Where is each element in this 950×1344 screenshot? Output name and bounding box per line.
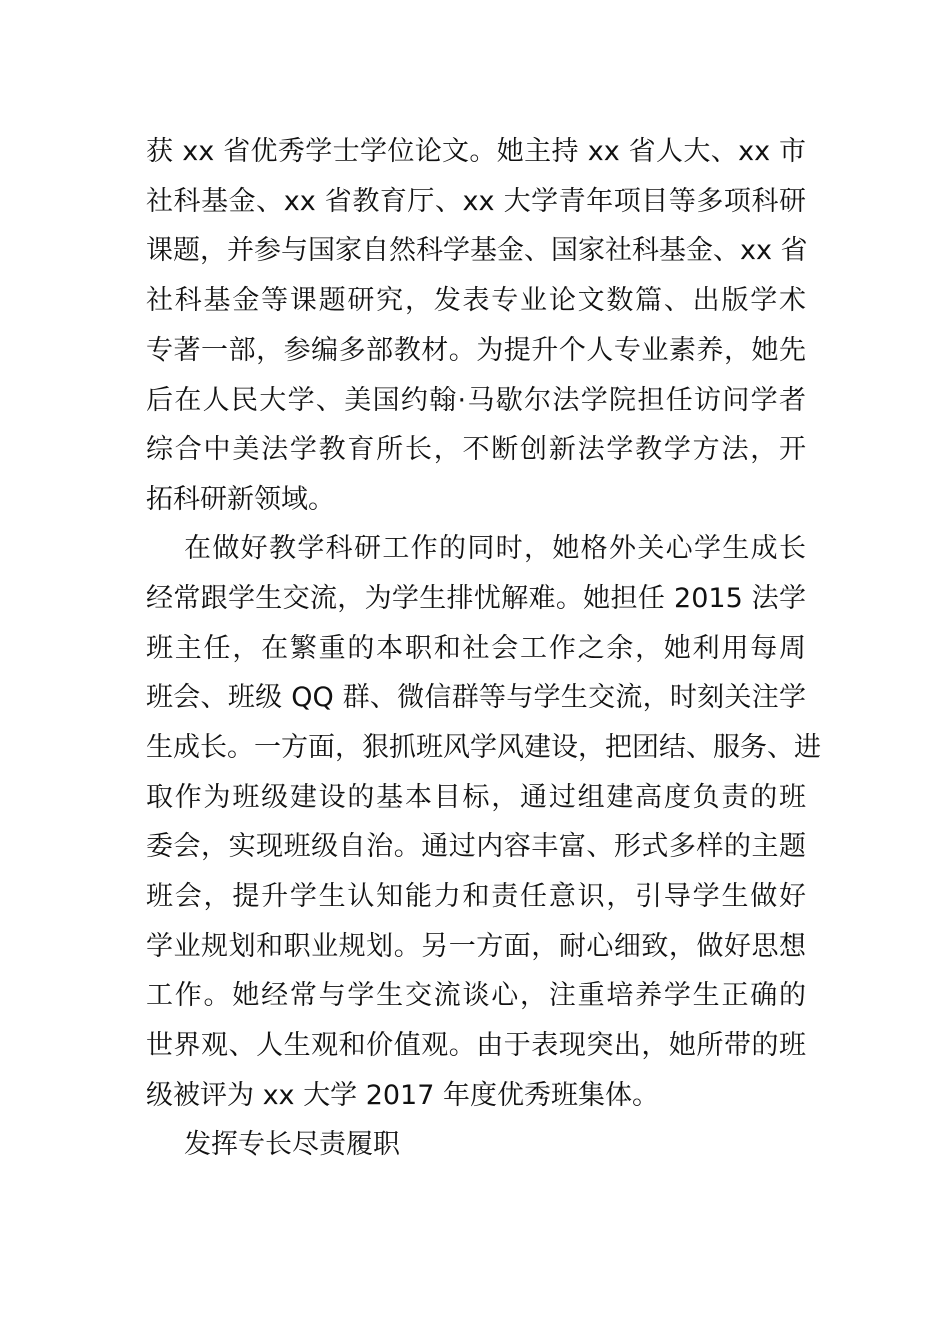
paragraph-line: 课题，并参与国家自然科学基金、国家社科基金、xx 省 (146, 235, 808, 266)
paragraph-line: 班主任，在繁重的本职和社会工作之余，她利用每周 (146, 633, 806, 664)
paragraph-line: 社科基金、xx 省教育厅、xx 大学青年项目等多项科研 (146, 186, 806, 217)
paragraph-line: 取作为班级建设的基本目标，通过组建高度负责的班 (146, 782, 806, 813)
paragraph-line: 班会，提升学生认知能力和责任意识，引导学生做好 (146, 881, 806, 912)
paragraph-line: 级被评为 xx 大学 2017 年度优秀班集体。 (146, 1080, 659, 1111)
paragraph-line: 专著一部，参编多部教材。为提升个人专业素养，她先 (146, 335, 806, 366)
paragraph-line: 综合中美法学教育所长，不断创新法学教学方法，开 (146, 434, 806, 465)
paragraph-line: 学业规划和职业规划。另一方面，耐心细致，做好思想 (146, 931, 806, 962)
paragraph-line: 获 xx 省优秀学士学位论文。她主持 xx 省人大、xx 市 (146, 136, 806, 167)
paragraph-line: 在做好教学科研工作的同时，她格外关心学生成长 (184, 533, 806, 564)
paragraph-line: 世界观、人生观和价值观。由于表现突出，她所带的班 (146, 1030, 806, 1061)
paragraph-line: 生成长。一方面，狠抓班风学风建设，把团结、服务、进 (146, 732, 821, 763)
section-heading: 发挥专长尽责履职 (184, 1129, 400, 1160)
paragraph-line: 委会，实现班级自治。通过内容丰富、形式多样的主题 (146, 831, 806, 862)
paragraph-line: 经常跟学生交流，为学生排忧解难。她担任 2015 法学 (146, 583, 806, 614)
paragraph-line: 班会、班级 QQ 群、微信群等与学生交流，时刻关注学 (146, 682, 806, 713)
paragraph-line: 后在人民大学、美国约翰·马歇尔法学院担任访问学者 (146, 385, 806, 416)
paragraph-line: 社科基金等课题研究，发表专业论文数篇、出版学术 (146, 285, 806, 316)
paragraph-line: 工作。她经常与学生交流谈心，注重培养学生正确的 (146, 980, 806, 1011)
paragraph-line: 拓科研新领域。 (146, 484, 335, 515)
